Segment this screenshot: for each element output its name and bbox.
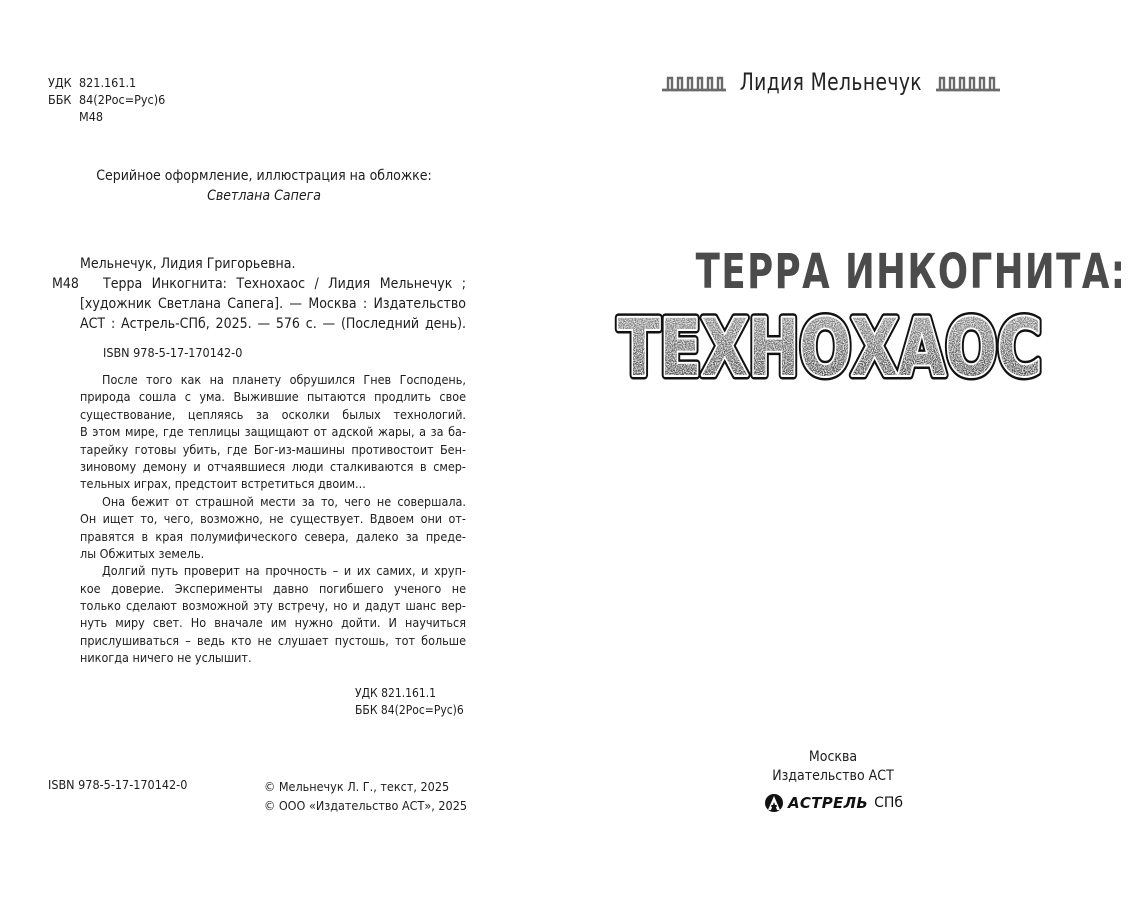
biblio-line-3: АСТ : Астрель-СПб, 2025. — 576 с. — (Последний день). bbox=[80, 316, 466, 332]
bbk-value: 84(2Рос=Рус)6 bbox=[79, 92, 166, 107]
annotation bbox=[80, 371, 466, 667]
bbk-row bbox=[48, 91, 165, 108]
copyright-publisher: © ООО «Издательство АСТ», 2025 bbox=[264, 798, 468, 813]
design-credit bbox=[48, 166, 480, 206]
annotation-line: правятся в края полумифического севера, далеко за преде- bbox=[80, 528, 466, 544]
classification-codes bbox=[48, 74, 165, 125]
title-line-2-outline: ТЕХНОХАОС bbox=[618, 308, 1042, 388]
biblio-isbn: ISBN 978-5-17-170142-0 bbox=[103, 345, 243, 360]
title-line-2-rim: ТЕХНОХАОС bbox=[618, 308, 1042, 388]
title-line-2-fill: ТЕХНОХАОС bbox=[618, 308, 1042, 388]
annotation-line: После того как на планету обрушился Гнев Господень, bbox=[102, 372, 466, 387]
annotation-line: только сделают возможной эту встречу, но и дадут шанс вер- bbox=[80, 598, 466, 614]
biblio-author: Мельнечук, Лидия Григорьевна. bbox=[80, 256, 296, 272]
ornament-right-icon bbox=[936, 72, 1000, 92]
annotation-line: природа сошла с ума. Выжившие пытаются продлить свое bbox=[80, 389, 466, 405]
annotation-line: тельных играх, предстоит встретиться двоим... bbox=[80, 476, 366, 492]
bibliographic-record bbox=[80, 254, 466, 334]
isbn-bottom: ISBN 978-5-17-170142-0 bbox=[48, 777, 188, 792]
annotation-line: В этом мире, где теплицы защищают от адской жары, а за ба- bbox=[80, 424, 466, 440]
publisher-name: Издательство АСТ bbox=[772, 768, 894, 784]
udk-key: УДК bbox=[48, 75, 72, 90]
udk-row bbox=[48, 74, 165, 91]
biblio-side-code: М48 bbox=[52, 276, 79, 292]
udk-value: 821.161.1 bbox=[79, 75, 137, 90]
imprint-name: АСТРЕЛЬ bbox=[788, 794, 869, 812]
publisher-city: Москва bbox=[808, 749, 858, 765]
title-line-1 bbox=[620, 244, 1127, 300]
author-header bbox=[662, 68, 1000, 96]
biblio-line-1: Терра Инкогнита: Технохаос / Лидия Мельнечук ; bbox=[103, 276, 466, 292]
title-line-2 bbox=[610, 308, 1050, 388]
annotation-line: зиновому демону и отчаявшиеся люди сталкиваются в смер- bbox=[80, 458, 466, 474]
ornament-left-icon bbox=[662, 72, 726, 92]
design-credit-line: Серийное оформление, иллюстрация на обложке: bbox=[96, 168, 432, 184]
annotation-line: кое доверие. Эксперименты давно погибшего ученого не bbox=[80, 580, 466, 596]
annotation-line: Он ищет то, чего, возможно, не существует. Вдвоем они от- bbox=[80, 511, 466, 527]
author-sign-row bbox=[48, 108, 165, 125]
annotation-line: тарейку готовы убить, где Бог-из-машины противостоит Бен- bbox=[80, 441, 466, 457]
annotation-line: Долгий путь проверит на прочность – и их самих, и хруп- bbox=[102, 563, 466, 579]
author-name: Лидия Мельнечук bbox=[739, 68, 923, 96]
bbk-key: ББК bbox=[48, 92, 72, 107]
astrel-logo-icon bbox=[764, 793, 784, 813]
annotation-line: прислушиваться – ведь кто не слушает пустошь, тот больше bbox=[80, 632, 466, 648]
imprint-logo bbox=[764, 793, 903, 813]
annotation-line: нуть миру свет. Но вначале им нужно дойти. И научиться bbox=[80, 615, 466, 631]
title-line-2-texture: ТЕХНОХАОС bbox=[618, 308, 1042, 388]
imprint-city: СПб bbox=[874, 795, 904, 811]
author-sign-key bbox=[48, 108, 79, 125]
annotation-line: Она бежит от страшной мести за то, чего не совершала. bbox=[102, 493, 466, 509]
copyright-block bbox=[264, 777, 467, 815]
bbk-bottom: ББК 84(2Рос=Рус)6 bbox=[355, 703, 464, 717]
title-line-1-text: ТЕРРА ИНКОГНИТА: bbox=[695, 244, 1127, 300]
annotation-line: никогда ничего не услышит. bbox=[80, 650, 252, 666]
author-sign-value: М48 bbox=[79, 109, 104, 124]
copyright-text: © Мельнечук Л. Г., текст, 2025 bbox=[264, 779, 450, 794]
udk-bottom: УДК 821.161.1 bbox=[355, 686, 437, 700]
biblio-line-2: [художник Светлана Сапега]. — Москва : Издательство bbox=[80, 296, 466, 312]
annotation-line: существование, цепляясь за осколки былых технологий. bbox=[80, 406, 466, 422]
design-credit-name: Светлана Сапега bbox=[207, 188, 321, 204]
annotation-line: лы Обжитых земель. bbox=[80, 545, 205, 561]
classification-codes-bottom bbox=[355, 685, 464, 719]
publisher-block bbox=[760, 748, 906, 786]
